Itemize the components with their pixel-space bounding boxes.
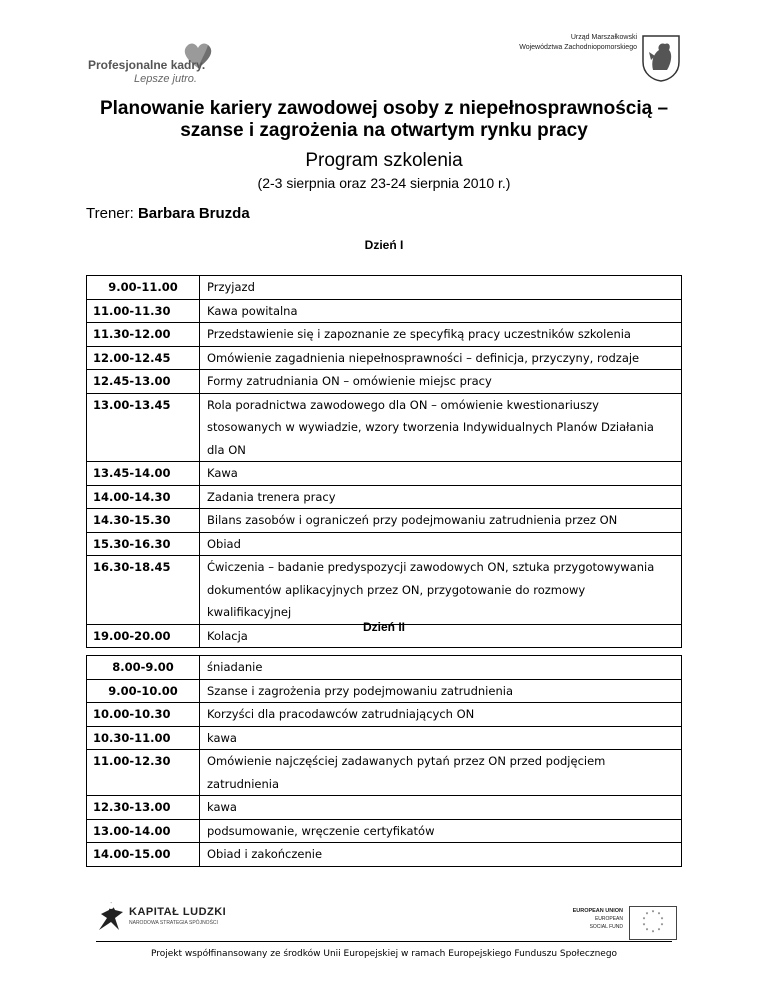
activity-line: Rola poradnictwa zawodowego dla ON – omówienie kwestionariuszy	[207, 397, 599, 412]
table-row	[87, 462, 682, 486]
activity-line: Formy zatrudniania ON – omówienie miejsc pracy	[207, 374, 492, 388]
subtitle: Program szkolenia	[305, 150, 463, 171]
time-cell: 14.00-15.00	[87, 843, 200, 867]
kl-subtitle: NARODOWA STRATEGIA SPÓJNOŚCI	[129, 920, 218, 926]
table-row	[87, 843, 682, 867]
activity-line: Przyjazd	[207, 280, 255, 294]
activity-line: Kolacja	[207, 628, 248, 643]
activity-cell	[200, 393, 682, 462]
activity-cell	[200, 843, 682, 867]
activity-cell	[200, 346, 682, 370]
time-cell: 14.00-14.30	[87, 485, 200, 509]
table-row	[87, 796, 682, 820]
time-cell: 13.45-14.00	[87, 462, 200, 486]
kapital-ludzki-logo	[95, 898, 235, 938]
time-cell: 14.30-15.30	[87, 509, 200, 533]
eu-line2: EUROPEAN	[594, 916, 623, 922]
activity-cell	[200, 532, 682, 556]
logo-right-line1: Urząd Marszałkowski	[570, 34, 637, 41]
table-row	[87, 299, 682, 323]
table-row	[87, 323, 682, 347]
time-cell: 11.00-11.30	[87, 299, 200, 323]
table-row	[87, 556, 682, 625]
svg-text:*: *	[660, 923, 664, 929]
dates: (2-3 sierpnia oraz 23-24 sierpnia 2010 r.)	[257, 175, 511, 191]
table-row	[87, 509, 682, 533]
time-cell: 12.30-13.00	[87, 796, 200, 820]
logo-left-line1: Profesjonalne kadry.	[88, 58, 206, 72]
activity-line: Szanse i zagrożenia przy podejmowaniu zatrudnienia	[207, 683, 513, 698]
day2-schedule-table	[86, 655, 682, 867]
activity-line: kawa	[207, 730, 237, 745]
eu-logo	[572, 906, 685, 940]
time-cell: 19.00-20.00	[87, 624, 200, 648]
table-row	[87, 370, 682, 394]
svg-text:*: *	[645, 912, 649, 918]
time-cell: 13.00-14.00	[87, 819, 200, 843]
svg-text:*: *	[657, 928, 661, 934]
trainer	[86, 205, 250, 222]
activity-cell	[200, 703, 682, 727]
table-row	[87, 679, 682, 703]
time-cell: 16.30-18.45	[87, 556, 200, 625]
table-row	[87, 346, 682, 370]
griffin-crest-icon	[641, 34, 681, 82]
activity-cell	[200, 462, 682, 486]
activity-line: śniadanie	[207, 660, 263, 674]
time-cell: 8.00-9.00	[87, 656, 200, 680]
footer-text: Projekt współfinansowany ze środków Unii Europejskiej w ramach Europejskiego Funduszu Społecznego	[150, 949, 618, 959]
time-cell: 11.30-12.00	[87, 323, 200, 347]
activity-line: podsumowanie, wręczenie certyfikatów	[207, 823, 435, 838]
activity-line: Obiad	[207, 536, 241, 551]
title-line-2: szanse i zagrożenia na otwartym rynku pracy	[180, 120, 588, 141]
profesjonalne-kadry-logo	[88, 40, 218, 88]
activity-line: Bilans zasobów i ograniczeń przy podejmowaniu zatrudnienia przez ON	[207, 513, 618, 527]
activity-line: Omówienie najczęściej zadawanych pytań przez ON przed podjęciem	[207, 754, 606, 768]
time-cell: 15.30-16.30	[87, 532, 200, 556]
table-row	[87, 532, 682, 556]
table-row	[87, 726, 682, 750]
svg-text:*: *	[657, 912, 661, 918]
table-row	[87, 750, 682, 796]
svg-text:*: *	[642, 923, 646, 929]
activity-cell	[200, 370, 682, 394]
time-cell: 10.30-11.00	[87, 726, 200, 750]
eu-flag-icon	[629, 906, 677, 940]
activity-line: kwalifikacyjnej	[207, 605, 292, 619]
activity-cell	[200, 679, 682, 703]
trainer-name: Barbara Bruzda	[137, 205, 250, 222]
table-row	[87, 485, 682, 509]
table-row	[87, 276, 682, 300]
table-row	[87, 393, 682, 462]
kl-title: KAPITAŁ LUDZKI	[129, 906, 227, 918]
page-title	[60, 98, 708, 142]
activity-line: Zadania trenera pracy	[207, 489, 336, 504]
eu-line3: SOCIAL FUND	[589, 924, 623, 930]
logo-right-line2: Województwa Zachodniopomorskiego	[519, 44, 637, 51]
activity-cell	[200, 750, 682, 796]
activity-line: Korzyści dla pracodawców zatrudniających ON	[207, 707, 475, 721]
time-cell: 11.00-12.30	[87, 750, 200, 796]
day1-schedule-table	[86, 275, 682, 648]
svg-text:*: *	[660, 917, 664, 923]
activity-line: kawa	[207, 800, 237, 814]
urzad-marszalkowski-logo	[520, 30, 685, 88]
activity-line: Przedstawienie się i zapoznanie ze specyfiką pracy uczestników szkolenia	[207, 327, 631, 341]
time-cell: 10.00-10.30	[87, 703, 200, 727]
activity-line: Kawa powitalna	[207, 303, 298, 318]
activity-cell	[200, 509, 682, 533]
table-row	[87, 819, 682, 843]
activity-cell	[200, 656, 682, 680]
kapital-ludzki-figure-icon	[95, 900, 125, 932]
eu-line1: EUROPEAN UNION	[572, 908, 623, 914]
activity-cell	[200, 726, 682, 750]
activity-cell	[200, 485, 682, 509]
activity-line: dokumentów aplikacyjnych przez ON, przygotowanie do rozmowy	[207, 582, 586, 597]
activity-line: Ćwiczenia – badanie predyspozycji zawodowych ON, sztuka przygotowywania	[207, 560, 655, 574]
svg-text:*: *	[651, 930, 655, 936]
day2-heading: Dzień II	[362, 620, 405, 634]
activity-line: Omówienie zagadnienia niepełnosprawności – definicja, przyczyny, rodzaje	[207, 350, 640, 365]
activity-cell	[200, 323, 682, 347]
time-cell: 13.00-13.45	[87, 393, 200, 462]
time-cell: 9.00-10.00	[87, 679, 200, 703]
time-cell: 12.00-12.45	[87, 346, 200, 370]
activity-cell	[200, 819, 682, 843]
activity-line: zatrudnienia	[207, 776, 279, 791]
svg-text:*: *	[651, 910, 655, 916]
activity-line: stosowanych w wywiadzie, wzory tworzenia Indywidualnych Planów Działania	[207, 420, 654, 434]
title-line-1: Planowanie kariery zawodowej osoby z niepełnosprawnością –	[99, 98, 669, 119]
time-cell: 12.45-13.00	[87, 370, 200, 394]
activity-cell	[200, 276, 682, 300]
activity-line: dla ON	[207, 442, 246, 457]
activity-line: Obiad i zakończenie	[207, 847, 323, 861]
table-row	[87, 703, 682, 727]
activity-cell	[200, 556, 682, 625]
activity-cell	[200, 796, 682, 820]
activity-cell	[200, 299, 682, 323]
day1-heading: Dzień I	[364, 238, 404, 252]
time-cell: 9.00-11.00	[87, 276, 200, 300]
footer-divider	[96, 941, 672, 942]
logo-left-line2: Lepsze jutro.	[134, 73, 197, 85]
trainer-label: Trener:	[86, 205, 138, 222]
svg-text:*: *	[645, 928, 649, 934]
table-row	[87, 656, 682, 680]
activity-line: Kawa	[207, 466, 238, 480]
svg-text:*: *	[642, 917, 646, 923]
